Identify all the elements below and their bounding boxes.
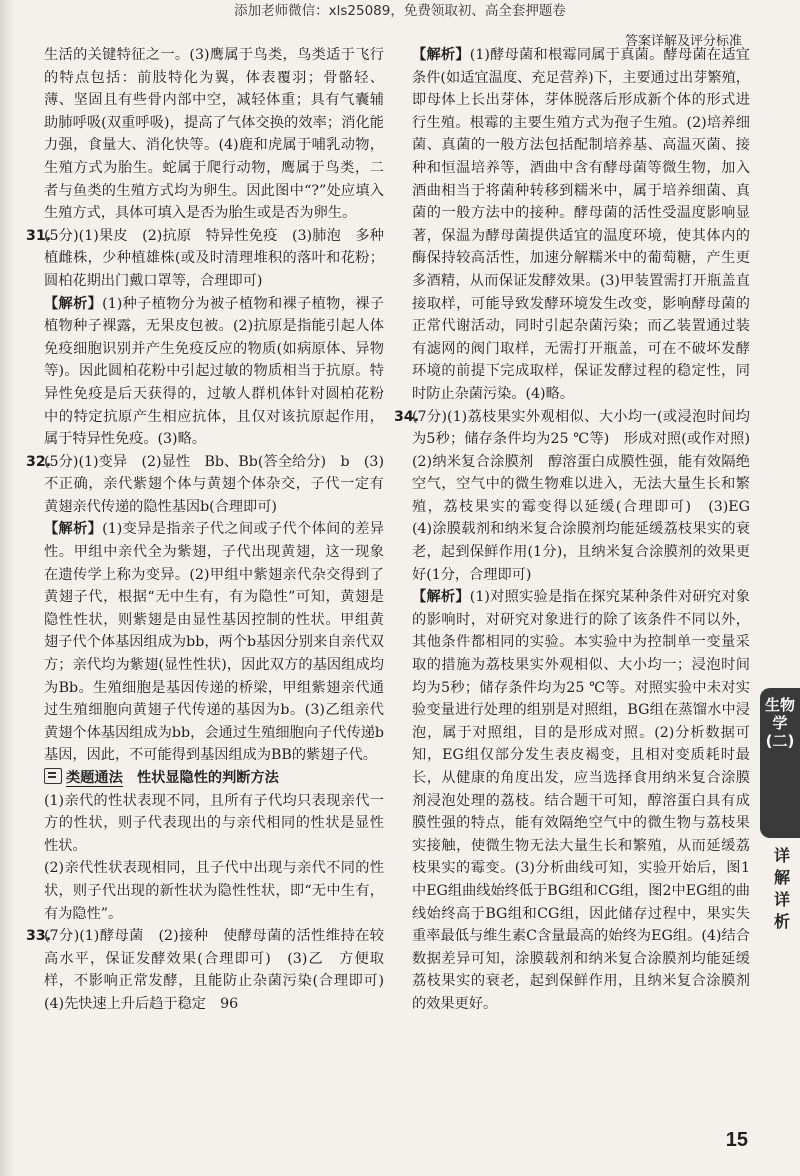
notebook-icon xyxy=(44,768,62,784)
page-number: 15 xyxy=(725,1129,748,1151)
right-column xyxy=(394,44,765,1016)
page-edge-shadow xyxy=(0,0,14,1176)
q32-number: 32. xyxy=(26,453,52,470)
left-column xyxy=(26,44,399,1016)
q34-answer xyxy=(394,406,765,587)
q33-explanation xyxy=(412,44,750,406)
detail-side-label: 详解详析 xyxy=(773,846,790,931)
q33-answer xyxy=(26,925,399,1015)
q31-explanation-text: (1)种子植物分为被子植物和裸子植物，裸子植物种子裸露，无果皮包被。(2)抗原是指能引起人体免疫细胞识别并产生免疫反应的物质(如病原体、异物等)。因此圆柏花粉中引起过敏的物质相当于抗原。特异性免疫是后天获得的，过敏人群机体针对圆柏花粉中的特定抗原产生相应抗体，且仅对该抗原起作用，属于特异性免疫。(3)略。 xyxy=(44,295,384,448)
q34-explanation-text: (1)对照实验是指在探究某种条件对研究对象的影响时，对研究对象进行的除了该条件不同以外，其他条件都相同的实验。本实验中为控制单一变量采取的措施为荔枝果实外观相似、大小均一；浸泡时间均为5秒；储存条件均为25 ℃等。对照实验中未对实验变量进行处理的组别是对照组，BG组在蒸馏水中浸泡，属于对照组，目的是形成对照。(2)分析数据可知，EG组仅部分发生表皮褐变，且相对变质耗时最长，从健康的角度出发，应当选择食用纳米复合涂膜剂浸泡处理的荔枝。结合题干可知，醇溶蛋白具有成膜性强的特点，能有效隔绝空气中的微生物与荔枝果实接触，使微生物无法大量生长和繁殖，从而延缓荔枝果实的霉变。(3)分析曲线可知，实验开始后，图1中EG组曲线始终低于BG组和CG组，图2中EG组的曲线始终高于BG组和CG组，因此储存过程中，果实失重率最低与维生素C含量最高的始终为EG组。(4)结合数据差异可知，涂膜载剂和纳米复合涂膜剂均能延缓荔枝果实的衰老，起到保鲜作用，且纳米复合涂膜剂的效果更好。 xyxy=(412,589,750,1012)
q32-explanation-label: 【解析】 xyxy=(44,521,103,538)
q34-answer-text: (7分)(1)荔枝果实外观相似、大小均一(或浸泡时间均为5秒；储存条件均为25 ℃等) 形成对照(或作对照) (2)纳米复合涂膜剂 醇溶蛋白成膜性强，能有效隔绝空气，空气中的微生物难以进入，无法大量生长和繁殖，荔枝果实的霉变得以延缓(合理即可) (3)EG (4)涂膜载剂和纳米复合涂膜剂均能延缓荔枝果实的衰老，起到保鲜作用(1分)，且纳米复合涂膜剂的效果更好(1分，合理即可) xyxy=(412,408,765,583)
subject-side-tab: 生物学(二) xyxy=(760,688,800,838)
q32-explanation xyxy=(44,518,384,767)
q30-continuation: 生活的关键特征之一。(3)鹰属于鸟类，鸟类适于飞行的特点包括：前肢特化为翼，体表覆羽；骨骼轻、薄、坚固且有些骨内部中空，减轻体重；具有气囊辅助肺呼吸(双重呼吸)，提高了气体交换的效率；消化能力强，食量大、消化快等。(4)鹿和虎属于哺乳动物，生殖方式为胎生。蛇属于爬行动物，鹰属于鸟类，二者与鱼类的生殖方式均为卵生。因此图中“?”处应填入生殖方式，具体可填入是否为胎生或是否为卵生。 xyxy=(44,47,384,222)
method-tip-item-1: (1)亲代的性状表现不同，且所有子代均只表现亲代一方的性状，则子代表现出的与亲代相同的性状是显性性状。 xyxy=(44,792,384,854)
q32-explanation-text: (1)变异是指亲子代之间或子代个体间的差异性。甲组中亲代全为紫翅，子代出现黄翅，这一现象在遗传学上称为变异。(2)甲组中紫翅亲代杂交得到了黄翅子代，根据“无中生有，有为隐性”可知，黄翅是隐性性状，则紫翅是由显性基因控制的性状。甲组黄翅子代个体基因组成为bb，两个b基因分别来自亲代双方；亲代均为紫翅(显性性状)，因此双方的基因组成均为Bb。生殖细胞是基因传递的桥梁，甲组紫翅亲代通过生殖细胞向黄翅子代传递的基因为b。(3)乙组亲代黄翅个体基因组成为bb，会通过生殖细胞向子代传递b基因，因此，不可能得到基因组成为BB的紫翅子代。 xyxy=(44,521,384,764)
q32-answer-text: (5分)(1)变异 (2)显性 Bb、Bb(答全给分) b (3)不正确，亲代紫翅个体与黄翅个体杂交，子代一定有黄翅亲代传递的隐性基因b(合理即可) xyxy=(44,453,384,515)
q34-explanation xyxy=(412,586,750,1015)
method-tip-item-2: (2)亲代性状表现相同，且子代中出现与亲代不同的性状，则子代出现的新性状为隐性性状，即“无中生有，有为隐性”。 xyxy=(44,860,384,922)
page-header: 答案详解及评分标准 xyxy=(624,34,742,49)
q33-number: 33. xyxy=(26,928,52,945)
q31-answer xyxy=(26,225,384,293)
q31-answer-text: (5分)(1)果皮 (2)抗原 特异性免疫 (3)肺泡 多种植雌株，少种植雄株(或及时清理堆积的落叶和花粉；圆柏花期出门戴口罩等，合理即可) xyxy=(44,227,384,289)
method-tip-label: 类题通法 xyxy=(66,770,123,786)
method-tip-title: 性状显隐性的判断方法 xyxy=(136,770,279,786)
method-tip-heading xyxy=(44,767,384,790)
q33-explanation-text: (1)酵母菌和根霉同属于真菌。酵母菌在适宜条件(如适宜温度、充足营养)下，主要通过出芽繁殖，即母体上长出芽体，芽体脱落后形成新个体的形式进行生殖。根霉的主要生殖方式为孢子生殖。(2)培养细菌、真菌的一般方法包括配制培养基、高温灭菌、接种和恒温培养等，酒曲中含有酵母菌等微生物，加入酒曲相当于将菌种转移到糯米中，属于培养细菌、真菌的一般方法中的接种。酵母菌的活性受温度影响显著，保温为酵母菌提供适宜的温度环境，使其体内的酶保持较高活性，加速分解糯米中的葡萄糖，产生更多酒精，从而保证发酵效果。(3)甲装置需打开瓶盖直接取样，可能导致发酵环境发生改变，影响酵母菌的正常代谢活动，同时引起杂菌污染；而乙装置通过装有滤网的阀门取样，无需打开瓶盖，可在不破坏发酵环境的前提下完成取样，保证发酵过程的稳定性，同时防止杂菌污染。(4)略。 xyxy=(412,47,750,402)
q34-number: 34. xyxy=(394,408,420,425)
q31-number: 31. xyxy=(26,227,52,244)
q31-explanation xyxy=(44,293,384,451)
q34-explanation-label: 【解析】 xyxy=(412,589,470,606)
q32-answer xyxy=(26,451,384,519)
top-banner: 添加老师微信：xls25089，免费领取初、高全套押题卷 xyxy=(234,3,566,19)
q33-explanation-label: 【解析】 xyxy=(412,47,470,63)
q31-explanation-label: 【解析】 xyxy=(44,295,103,312)
q33-answer-text: (7分)(1)酵母菌 (2)接种 使酵母菌的活性维持在较高水平，保证发酵效果(合理即可) (3)乙 方便取样，不影响正常发酵，且能防止杂菌污染(合理即可) (4)先快速上升后趋于稳定 96 xyxy=(44,928,399,1012)
